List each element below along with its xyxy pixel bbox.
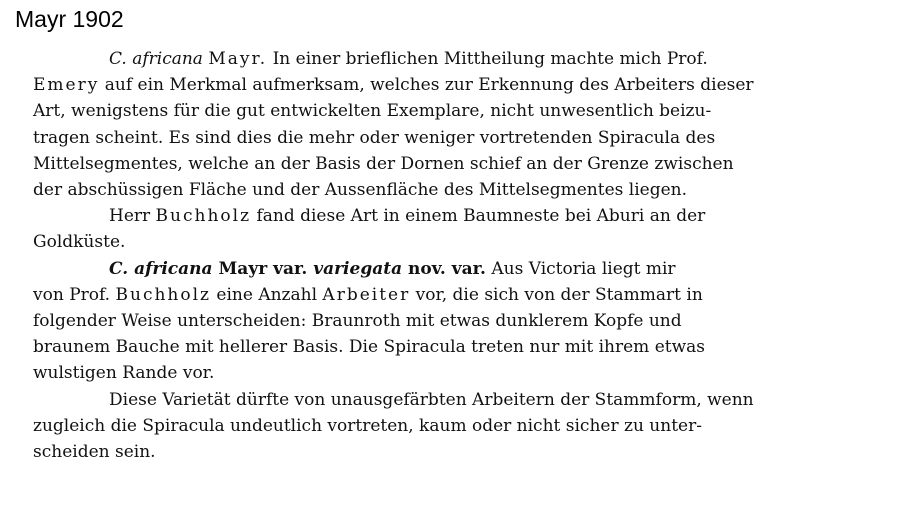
paragraph-2 <box>33 203 878 255</box>
variety-name: variegata <box>313 258 403 279</box>
text-line: zugleich die Spiracula undeutlich vortreten, kaum oder nicht sicher zu unter- <box>33 415 702 436</box>
person-name: Buchholz <box>115 284 211 305</box>
text-line: Art, wenigstens für die gut entwickelten Exemplare, nicht unwesentlich beizu- <box>33 101 712 122</box>
text-line <box>33 46 878 72</box>
nov-var-label: nov. var. <box>402 258 486 279</box>
text-line: der abschüssigen Fläche und der Aussenfläche des Mittelsegmentes liegen. <box>33 180 687 201</box>
taxon-name: C. africana <box>109 258 213 279</box>
person-name: Buchholz <box>155 206 252 227</box>
person-name: Emery <box>33 75 100 96</box>
text-line-rest: fand diese Art in einem Baumneste bei Aburi an der <box>251 206 706 227</box>
author-name: Mayr var. <box>212 258 314 279</box>
text-line: scheiden sein. <box>33 442 156 463</box>
taxon-name: C. africana <box>109 49 203 69</box>
text-line-rest: auf ein Merkmal aufmerksam, welches zur Erkennung des Arbeiters dieser <box>99 75 754 96</box>
text-line <box>0 72 878 98</box>
text-fragment: eine Anzahl <box>211 284 323 305</box>
page-label: Mayr 1902 <box>15 6 124 32</box>
text-line-rest: Aus Victoria liegt mir <box>485 258 676 279</box>
text-line-rest: In einer brieflichen Mittheilung machte mich Prof. <box>267 49 708 69</box>
paragraph-3 <box>33 256 878 387</box>
paragraph-4 <box>33 387 878 466</box>
text-line: Goldküste. <box>33 232 126 253</box>
document-text <box>33 46 878 465</box>
paragraph-1 <box>33 46 878 203</box>
text-line <box>0 282 878 308</box>
text-fragment: von Prof. <box>33 284 116 305</box>
text-line <box>33 203 878 229</box>
text-fragment: Herr <box>109 206 156 227</box>
text-line: braunem Bauche mit hellerer Basis. Die Spiracula treten nur mit ihrem etwas <box>33 337 705 358</box>
workers-term: Arbeiter <box>322 284 411 305</box>
text-line: Mittelsegmentes, welche an der Basis der Dornen schief an der Grenze zwischen <box>33 153 734 174</box>
text-line: wulstigen Rande vor. <box>33 363 215 384</box>
text-line: Diese Varietät dürfte von unausgefärbten Arbeitern der Stammform, wenn <box>109 389 754 410</box>
text-line <box>33 256 878 282</box>
text-line: folgender Weise unterscheiden: Braunroth mit etwas dunklerem Kopfe und <box>33 311 682 332</box>
text-line-rest: vor, die sich von der Stammart in <box>410 284 703 305</box>
text-line: tragen scheint. Es sind dies die mehr oder weniger vortretenden Spiracula des <box>33 127 716 148</box>
author-name: Mayr. <box>208 49 268 69</box>
